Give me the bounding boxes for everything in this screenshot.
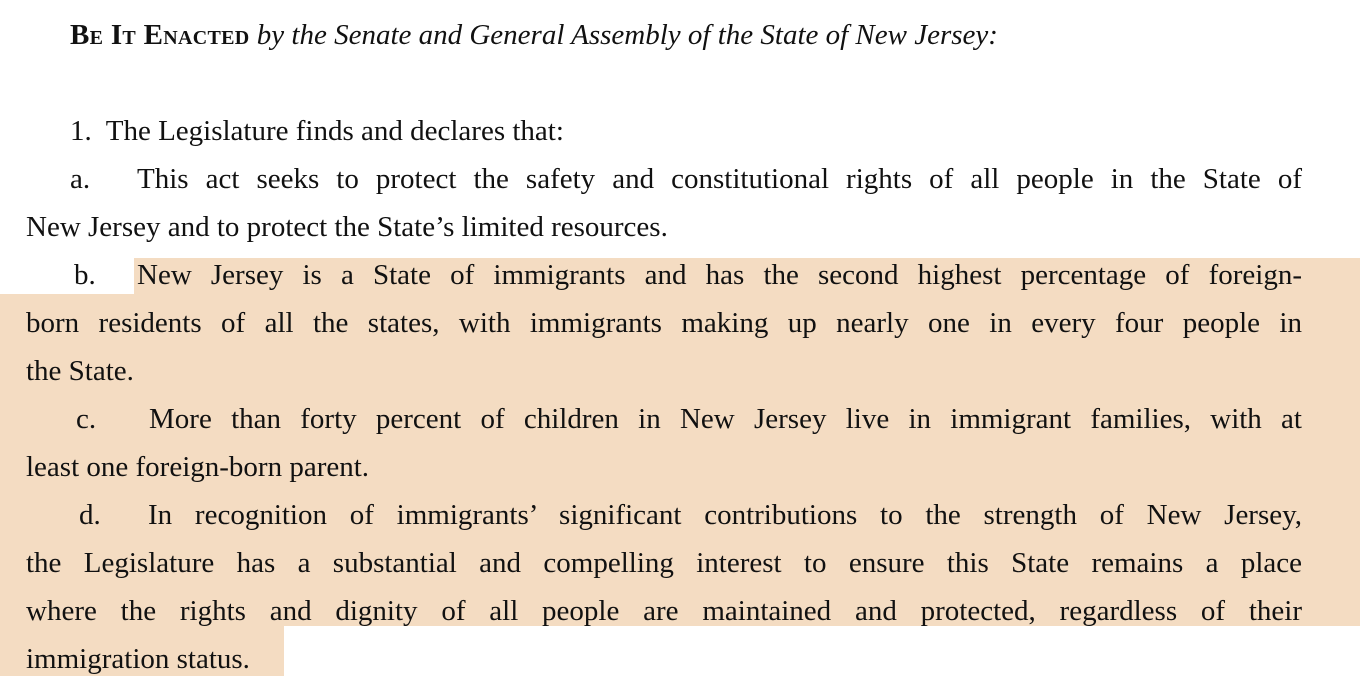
section-number: 1. [70, 115, 92, 147]
item-c-line-1: More than forty percent of children in New Jersey live in immigrant families, with at [149, 403, 1302, 435]
item-a-line-1: This act seeks to protect the safety and constitutional rights of all people in the State of [137, 163, 1302, 195]
item-d-line-3: where the rights and dignity of all people are maintained and protected, regardless of their [26, 595, 1302, 627]
item-c-line-2: least one foreign-born parent. [26, 451, 370, 483]
enacting-clause-italic: by the Senate and General Assembly of the State of New Jersey: [256, 19, 998, 51]
item-c-marker: c. [76, 403, 97, 435]
item-a-line-2: New Jersey and to protect the State’s limited resources. [26, 211, 668, 243]
item-d-line-2: the Legislature has a substantial and compelling interest to ensure this State remains a place [26, 547, 1302, 579]
item-b-marker: b. [74, 259, 96, 291]
item-b-line-1: New Jersey is a State of immigrants and has the second highest percentage of foreign- [137, 259, 1302, 291]
item-a-marker: a. [70, 163, 91, 195]
item-d-marker: d. [79, 499, 101, 531]
item-b-line-3: the State. [26, 355, 134, 387]
enacting-clause [70, 11, 998, 59]
section-heading [70, 107, 564, 155]
item-b-line-2: born residents of all the states, with immigrants making up nearly one in every four people in [26, 307, 1302, 339]
item-d-line-1: In recognition of immigrants’ significant contributions to the strength of New Jersey, [148, 499, 1302, 531]
enacting-clause-smallcaps: Be It Enacted [70, 19, 250, 51]
section-heading-text: The Legislature finds and declares that: [105, 115, 564, 147]
item-d-line-4: immigration status. [26, 643, 250, 675]
